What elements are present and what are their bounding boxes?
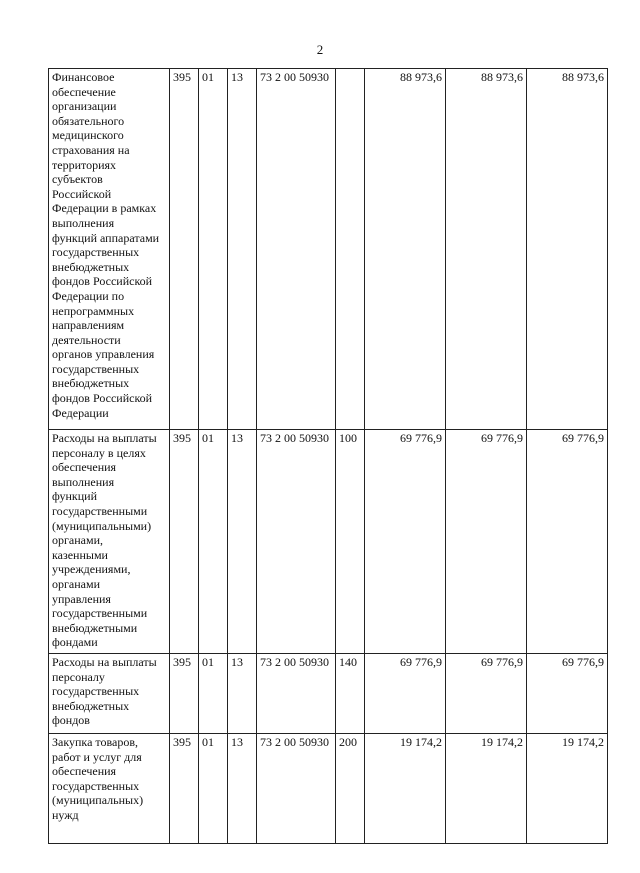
description-line: органами (52, 576, 101, 591)
amount-year-1: 88 973,6 (365, 69, 446, 430)
target-article-code: 73 2 00 50930 (257, 653, 336, 733)
amount-year-3: 88 973,6 (527, 69, 608, 430)
description-line: медицинского (52, 128, 124, 143)
description-line: государственных (52, 361, 140, 376)
subsection-code: 13 (228, 733, 257, 843)
description-line: внебюджетных (52, 259, 130, 274)
description-line: обеспечения (52, 460, 117, 475)
description-line: государственными (52, 503, 148, 518)
amount-year-2: 88 973,6 (446, 69, 527, 430)
amount-year-1: 69 776,9 (365, 653, 446, 733)
description-line: работ и услуг для (52, 749, 142, 764)
description-line: фондов Российской (52, 274, 153, 289)
row-description (49, 653, 170, 733)
description-line: управления (52, 591, 111, 606)
amount-year-1: 69 776,9 (365, 430, 446, 654)
description-line: органов управления (52, 347, 155, 362)
description-line: Расходы на выплаты (52, 431, 157, 445)
description-line: обязательного (52, 113, 125, 128)
description-line: (муниципальных) (52, 793, 144, 808)
description-line: Федерации по (52, 288, 125, 303)
subsection-code: 13 (228, 430, 257, 654)
description-line: персоналу (52, 669, 105, 684)
description-line: органами, (52, 533, 104, 548)
description-line: государственными (52, 606, 148, 621)
description-line: субъектов (52, 172, 103, 187)
description-line: фондов Российской (52, 391, 153, 406)
description-line: государственных (52, 245, 140, 260)
description-line: персоналу в целях (52, 445, 146, 460)
description-line: обеспечение (52, 84, 116, 99)
description-line: Закупка товаров, (52, 734, 138, 749)
row-description (49, 430, 170, 654)
amount-year-3: 69 776,9 (527, 430, 608, 654)
amount-year-2: 69 776,9 (446, 653, 527, 733)
subsection-code: 13 (228, 69, 257, 430)
budget-table (48, 68, 608, 844)
page-number: 2 (316, 42, 324, 57)
section-code: 01 (199, 69, 228, 430)
subsection-code: 13 (228, 653, 257, 733)
description-line: территориях (52, 157, 117, 172)
expense-type-code: 200 (336, 733, 365, 843)
description-line: деятельности (52, 332, 121, 347)
ministry-code: 395 (170, 69, 199, 430)
table-body (49, 69, 608, 844)
description-line: организации (52, 99, 117, 114)
description-line: выполнения (52, 474, 115, 489)
description-line: функций (52, 489, 97, 504)
description-line: государственных (52, 684, 140, 699)
description-line: нужд (52, 807, 79, 822)
description-line: Российской (52, 186, 112, 201)
ministry-code: 395 (170, 430, 199, 654)
description-line: фондов (52, 713, 90, 728)
description-line: Федерации (52, 405, 109, 420)
description-line: функций аппаратами (52, 230, 160, 245)
table-row (49, 733, 608, 843)
table-row (49, 653, 608, 733)
section-code: 01 (199, 653, 228, 733)
description-line: направлениям (52, 318, 125, 333)
expense-type-code (336, 69, 365, 430)
description-line: Федерации в рамках (52, 201, 157, 216)
expense-type-code: 100 (336, 430, 365, 654)
row-description (49, 69, 170, 430)
target-article-code: 73 2 00 50930 (257, 733, 336, 843)
description-line: фондами (52, 635, 98, 650)
table-row (49, 69, 608, 430)
amount-year-3: 69 776,9 (527, 653, 608, 733)
amount-year-3: 19 174,2 (527, 733, 608, 843)
description-line: внебюджетных (52, 698, 130, 713)
description-line: внебюджетных (52, 376, 130, 391)
description-line: учреждениями, (52, 562, 131, 577)
description-line: Расходы на выплаты (52, 654, 157, 669)
amount-year-2: 19 174,2 (446, 733, 527, 843)
description-line: внебюджетными (52, 620, 138, 635)
row-description (49, 733, 170, 843)
table-row (49, 430, 608, 654)
ministry-code: 395 (170, 733, 199, 843)
description-line: обеспечения (52, 764, 117, 779)
amount-year-2: 69 776,9 (446, 430, 527, 654)
description-line: страхования на (52, 142, 130, 157)
amount-year-1: 19 174,2 (365, 733, 446, 843)
description-line: казенными (52, 547, 108, 562)
description-line: Финансовое (52, 70, 115, 84)
section-code: 01 (199, 430, 228, 654)
expense-type-code: 140 (336, 653, 365, 733)
description-line: выполнения (52, 215, 115, 230)
target-article-code: 73 2 00 50930 (257, 69, 336, 430)
description-line: (муниципальными) (52, 518, 152, 533)
section-code: 01 (199, 733, 228, 843)
description-line: непрограммных (52, 303, 135, 318)
target-article-code: 73 2 00 50930 (257, 430, 336, 654)
ministry-code: 395 (170, 653, 199, 733)
description-line: государственных (52, 778, 140, 793)
